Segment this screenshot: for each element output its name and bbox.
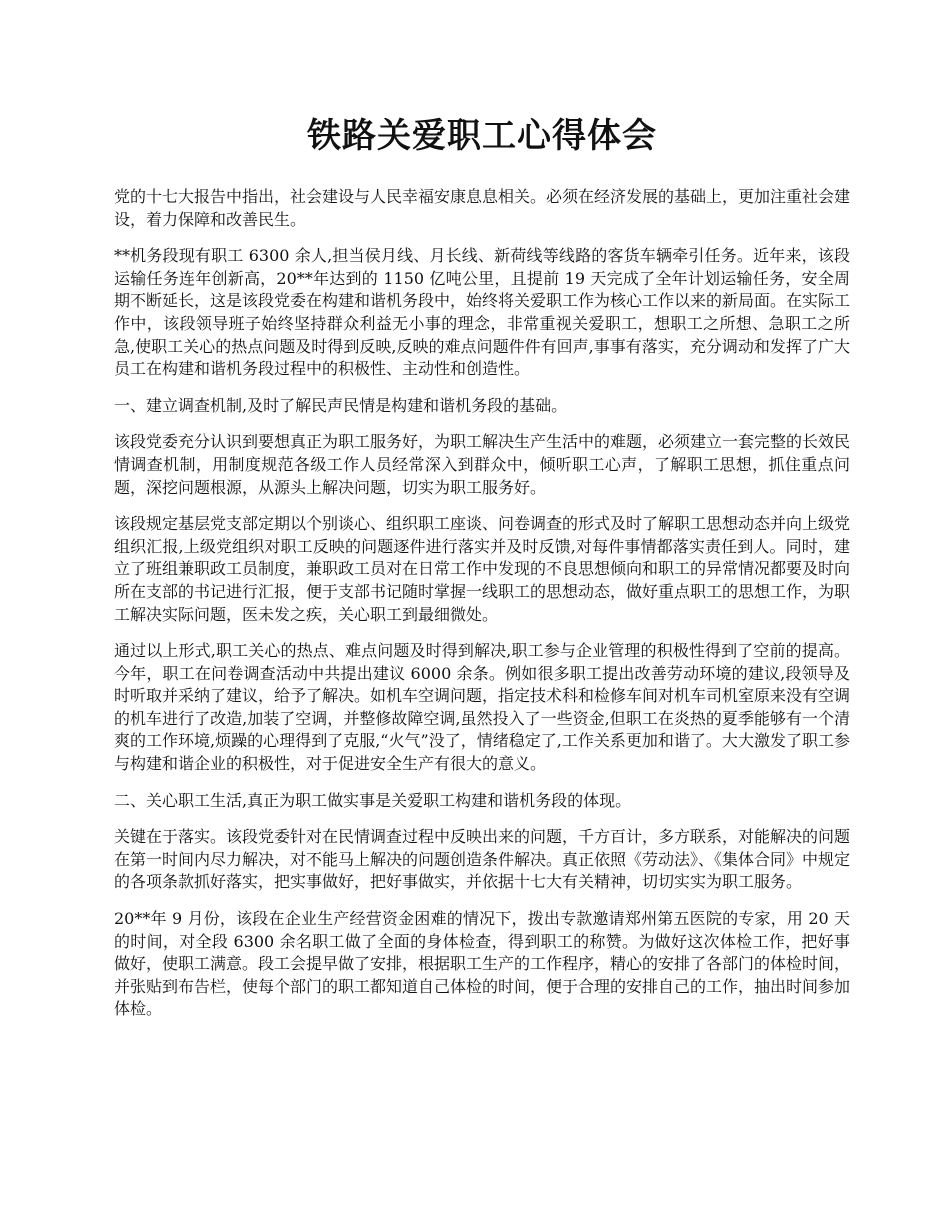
paragraph-survey-mechanism: 该段党委充分认识到要想真正为职工服务好，为职工解决生产生活中的难题，必须建立一套完整的长效民情调查机制，用制度规范各级工作人员经常深入到群众中，倾听职工心声，了解职工思想，抓住重点问题，深挖问题根源，从源头上解决问题，切实为职工服务好。 (114, 432, 851, 497)
paragraph-background: **机务段现有职工 6300 余人,担当侯月线、月长线、新荷线等线路的客货车辆牵引任务。近年来，该段运输任务连年创新高，20**年达到的 1150 亿吨公里，且提前 19 天完成了全年计划运输任务，安全周期不断延长，这是该段党委在构建和谐机务段中，始终将关爱职工作为核心工作以来的新局面。在实际工作中，该段领导班子始终坚持群众利益无小事的理念，非常重视关爱职工，想职工之所想、急职工之所急,使职工关心的热点问题及时得到反映,反映的难点问题件件有回声,事事有落实，充分调动和发挥了广大员工在构建和谐机务段过程中的积极性、主动性和创造性。 (114, 246, 851, 379)
section-heading-2: 二、关心职工生活,真正为职工做实事是关爱职工构建和谐机务段的体现。 (114, 790, 632, 810)
paragraph-party-branch-rules: 该段规定基层党支部定期以个别谈心、组织职工座谈、问卷调查的形式及时了解职工思想动态并向上级党组织汇报,上级党组织对职工反映的问题逐件进行落实并及时反馈,对每件事情都落实责任到人。同时，建立了班组兼职政工员制度，兼职政工员对在日常工作中发现的不良思想倾向和职工的异常情况都要及时向所在支部的书记进行汇报，便于支部书记随时掌握一线职工的思想动态，做好重点职工的思想工作，为职工解决实际问题，医未发之疾，关心职工到最细微处。 (114, 514, 851, 624)
document-title: 铁路关爱职工心得体会 (307, 116, 657, 156)
paragraph-implementation: 关键在于落实。该段党委针对在民情调查过程中反映出来的问题，千方百计，多方联系，对能解决的问题在第一时间内尽力解决，对不能马上解决的问题创造条件解决。真正依照《劳动法》、《集体合同》中规定的各项条款抓好落实，把实事做好，把好事做实，并依据十七大有关精神，切切实实为职工服务。 (114, 827, 851, 892)
section-heading-1: 一、建立调查机制,及时了解民声民情是构建和谐机务段的基础。 (114, 395, 568, 415)
paragraph-health-check: 20**年 9 月份，该段在企业生产经营资金困难的情况下，拨出专款邀请郑州第五医院的专家，用 20 天的时间，对全段 6300 余名职工做了全面的身体检查，得到职工的称赞。为做好这次体检工作，把好事做好，使职工满意。段工会提早做了安排，根据职工生产的工作程序，精心的安排了各部门的体检时间，并张贴到布告栏，使每个部门的职工都知道自己体检的时间，便于合理的安排自己的工作，抽出时间参加体检。 (114, 909, 851, 1019)
paragraph-intro: 党的十七大报告中指出，社会建设与人民幸福安康息息相关。必须在经济发展的基础上，更加注重社会建设，着力保障和改善民生。 (114, 187, 851, 229)
paragraph-results: 通过以上形式,职工关心的热点、难点问题及时得到解决,职工参与企业管理的积极性得到了空前的提高。今年，职工在问卷调查活动中共提出建议 6000 余条。例如很多职工提出改善劳动环境的建议,段领导及时听取并采纳了建议，给予了解决。如机车空调问题，指定技术科和检修车间对机车司机室原来没有空调的机车进行了改造,加装了空调，并整修故障空调,虽然投入了一些资金,但职工在炎热的夏季能够有一个清爽的工作环境,烦躁的心理得到了克服,“火气”没了，情绪稳定了,工作关系更加和谐了。大大激发了职工参与构建和谐企业的积极性，对于促进安全生产有很大的意义。 (114, 641, 851, 774)
document-page (114, 112, 850, 1035)
